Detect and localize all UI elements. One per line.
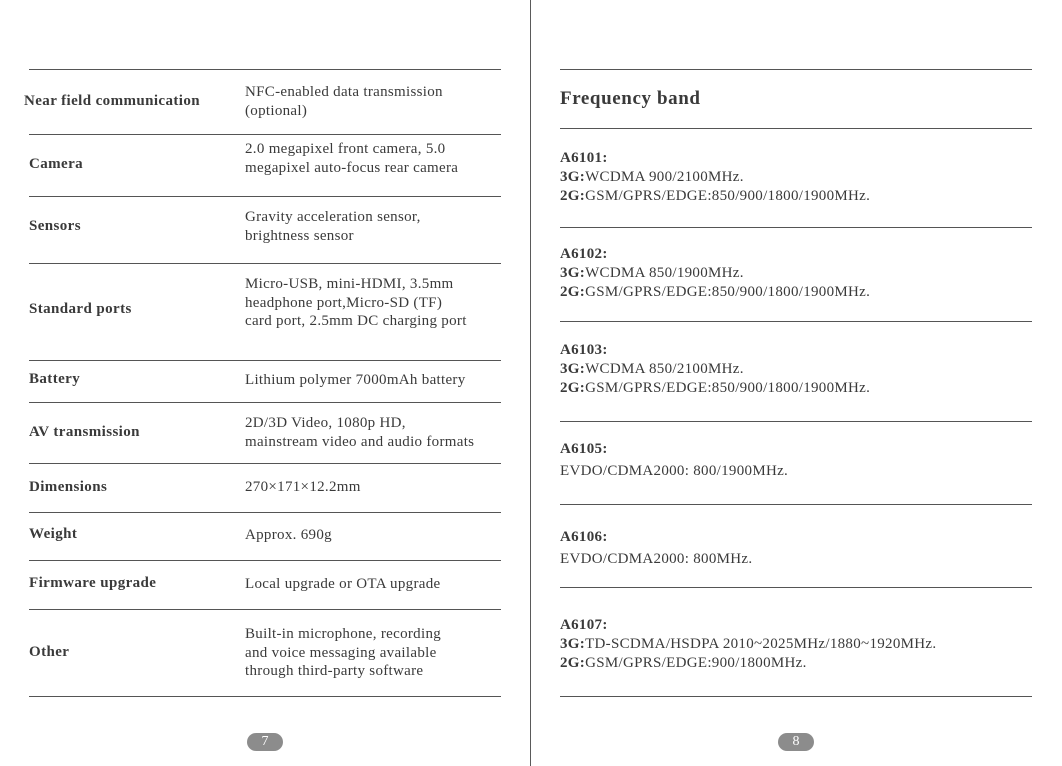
spec-value: Built-in microphone, recording and voice messaging available through third-party software [245,626,442,679]
model-name: A6102: [560,246,608,262]
spec-value: Lithium polymer 7000mAh battery [245,372,466,388]
spec-label: AV transmission [29,424,140,440]
spec-label: Battery [29,371,81,387]
row-divider [560,504,1032,505]
model-name: A6103: [560,342,608,358]
spec-label: Near field communication [24,93,200,109]
spec-label: Dimensions [29,479,108,495]
row-divider [29,402,501,403]
model-name: A6101: [560,150,608,166]
spec-value: 270×171×12.2mm [245,479,361,495]
model-name: A6105: [560,441,608,457]
model-name: A6106: [560,529,608,545]
row-divider [29,134,501,135]
row-divider [29,360,501,361]
spec-label: Other [29,644,70,660]
spec-label: Firmware upgrade [29,575,157,591]
spec-value: Micro-USB, mini-HDMI, 3.5mm headphone port,Micro-SD (TF) card port, 2.5mm DC charging port [245,276,467,329]
row-divider [29,696,501,697]
model-name: A6107: [560,617,608,633]
row-divider [29,263,501,264]
left-page [0,0,530,766]
row-divider [560,227,1032,228]
row-divider [29,560,501,561]
spec-value: 2D/3D Video, 1080p HD, mainstream video and audio formats [245,415,475,450]
spec-value: 2.0 megapixel front camera, 5.0 megapixel auto-focus rear camera [245,141,459,176]
spec-value: Gravity acceleration sensor, brightness sensor [245,209,421,244]
page-number: 7 [247,733,283,751]
row-divider [29,196,501,197]
model-block-a6103: A6103: 3G:WCDMA 850/2100MHz. 2G:GSM/GPRS/EDGE:850/900/1800/1900MHz. [560,342,871,396]
spec-label: Weight [29,526,78,542]
spec-value: Local upgrade or OTA upgrade [245,576,441,592]
row-divider [560,696,1032,697]
model-block-a6101: A6101: 3G:WCDMA 900/2100MHz. 2G:GSM/GPRS/EDGE:850/900/1800/1900MHz. [560,150,871,204]
row-divider [560,69,1032,70]
page-number: 8 [778,733,814,751]
model-block-a6102: A6102: 3G:WCDMA 850/1900MHz. 2G:GSM/GPRS/EDGE:850/900/1800/1900MHz. [560,246,871,300]
spec-value: Approx. 690g [245,527,332,543]
spec-label: Camera [29,156,84,172]
row-divider [560,421,1032,422]
row-divider [29,609,501,610]
spec-label: Standard ports [29,301,132,317]
row-divider [29,463,501,464]
model-block-a6105: A6105: EVDO/CDMA2000: 800/1900MHz. [560,441,789,479]
right-page [531,0,1062,766]
row-divider [29,512,501,513]
model-block-a6107: A6107: 3G:TD-SCDMA/HSDPA 2010~2025MHz/1880~1920MHz. 2G:GSM/GPRS/EDGE:900/1800MHz. [560,617,937,671]
row-divider [560,128,1032,129]
row-divider [560,587,1032,588]
spec-value: NFC-enabled data transmission (optional) [245,84,443,119]
row-divider [560,321,1032,322]
row-divider [29,69,501,70]
model-block-a6106: A6106: EVDO/CDMA2000: 800MHz. [560,529,753,567]
spec-label: Sensors [29,218,81,234]
frequency-band-title: Frequency band [560,88,701,109]
